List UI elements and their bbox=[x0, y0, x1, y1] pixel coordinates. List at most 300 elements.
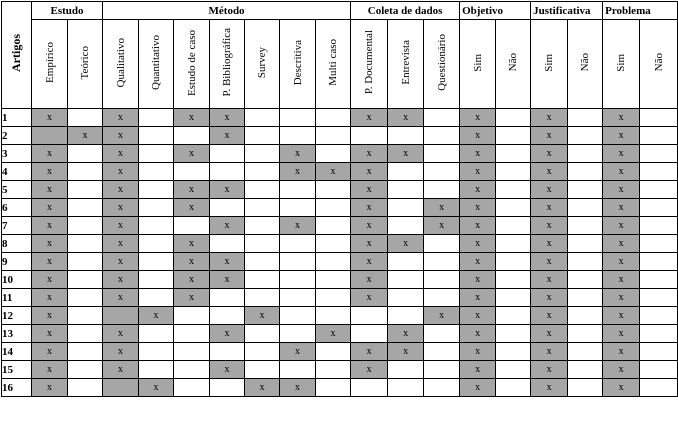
empty-cell bbox=[139, 217, 174, 235]
marked-cell: x bbox=[531, 217, 568, 235]
marked-cell: x bbox=[603, 325, 640, 343]
empty-cell bbox=[388, 253, 424, 271]
empty-cell bbox=[245, 181, 280, 199]
empty-cell bbox=[316, 127, 351, 145]
empty-cell bbox=[68, 163, 103, 181]
column-header-label: Quantitativo bbox=[150, 35, 162, 90]
marked-cell: x bbox=[460, 127, 496, 145]
empty-cell bbox=[245, 199, 280, 217]
marked-cell: x bbox=[32, 235, 68, 253]
empty-cell bbox=[568, 271, 603, 289]
group-header-metodo: Método bbox=[103, 2, 351, 20]
marked-cell: x bbox=[32, 343, 68, 361]
empty-cell bbox=[496, 289, 531, 307]
empty-cell bbox=[139, 289, 174, 307]
empty-cell bbox=[280, 307, 316, 325]
empty-cell bbox=[316, 343, 351, 361]
empty-cell bbox=[68, 109, 103, 127]
empty-cell bbox=[496, 325, 531, 343]
marked-cell: x bbox=[174, 235, 210, 253]
column-header-label: Não bbox=[579, 53, 592, 72]
empty-cell bbox=[245, 163, 280, 181]
marked-cell: x bbox=[280, 217, 316, 235]
empty-cell bbox=[68, 343, 103, 361]
marked-cell: x bbox=[603, 271, 640, 289]
empty-cell bbox=[32, 127, 68, 145]
marked-cell: x bbox=[139, 307, 174, 325]
empty-cell bbox=[139, 163, 174, 181]
empty-cell bbox=[316, 307, 351, 325]
empty-cell bbox=[388, 289, 424, 307]
marked-cell: x bbox=[32, 163, 68, 181]
empty-cell bbox=[568, 289, 603, 307]
empty-cell bbox=[496, 271, 531, 289]
marked-cell: x bbox=[103, 109, 139, 127]
empty-cell bbox=[139, 325, 174, 343]
empty-cell bbox=[496, 361, 531, 379]
marked-cell: x bbox=[351, 235, 388, 253]
marked-cell: x bbox=[460, 163, 496, 181]
column-header-label: Multi caso bbox=[327, 39, 340, 86]
article-number: 15 bbox=[2, 361, 32, 379]
empty-cell bbox=[424, 289, 460, 307]
article-number: 13 bbox=[2, 325, 32, 343]
empty-cell bbox=[245, 289, 280, 307]
article-number: 7 bbox=[2, 217, 32, 235]
empty-cell bbox=[68, 379, 103, 397]
empty-cell bbox=[68, 181, 103, 199]
column-header-label: Empírico bbox=[43, 42, 56, 83]
marked-cell: x bbox=[460, 235, 496, 253]
empty-cell bbox=[210, 379, 245, 397]
marked-cell: x bbox=[174, 145, 210, 163]
empty-cell bbox=[316, 217, 351, 235]
empty-cell bbox=[568, 127, 603, 145]
empty-cell bbox=[68, 217, 103, 235]
marked-cell: x bbox=[210, 361, 245, 379]
group-header-row bbox=[2, 2, 678, 20]
marked-cell: x bbox=[531, 379, 568, 397]
article-number: 8 bbox=[2, 235, 32, 253]
empty-cell bbox=[68, 325, 103, 343]
empty-cell bbox=[68, 271, 103, 289]
table-row bbox=[2, 145, 678, 163]
empty-cell bbox=[174, 163, 210, 181]
empty-cell bbox=[496, 379, 531, 397]
article-number: 6 bbox=[2, 199, 32, 217]
marked-cell: x bbox=[351, 343, 388, 361]
empty-cell bbox=[424, 127, 460, 145]
empty-cell bbox=[139, 127, 174, 145]
table-row bbox=[2, 379, 678, 397]
empty-cell bbox=[280, 199, 316, 217]
marked-cell: x bbox=[603, 109, 640, 127]
column-header-nao bbox=[640, 20, 678, 109]
empty-cell bbox=[640, 181, 678, 199]
marked-cell: x bbox=[531, 361, 568, 379]
empty-cell bbox=[568, 145, 603, 163]
column-header-qualitativo bbox=[103, 20, 139, 109]
empty-cell bbox=[174, 343, 210, 361]
marked-cell: x bbox=[603, 163, 640, 181]
empty-cell bbox=[496, 109, 531, 127]
empty-cell bbox=[640, 307, 678, 325]
empty-cell bbox=[280, 109, 316, 127]
marked-cell: x bbox=[531, 289, 568, 307]
empty-cell bbox=[316, 235, 351, 253]
marked-cell: x bbox=[603, 217, 640, 235]
marked-cell: x bbox=[603, 127, 640, 145]
marked-cell: x bbox=[316, 163, 351, 181]
empty-cell bbox=[68, 307, 103, 325]
marked-cell: x bbox=[103, 343, 139, 361]
marked-cell: x bbox=[210, 253, 245, 271]
marked-cell: x bbox=[351, 271, 388, 289]
table-row bbox=[2, 235, 678, 253]
empty-cell bbox=[280, 127, 316, 145]
empty-cell bbox=[568, 217, 603, 235]
column-header-label: Sim bbox=[615, 53, 628, 72]
empty-cell bbox=[245, 271, 280, 289]
marked-cell: x bbox=[210, 109, 245, 127]
empty-cell bbox=[388, 163, 424, 181]
marked-cell: x bbox=[351, 289, 388, 307]
marked-cell: x bbox=[103, 271, 139, 289]
table-row bbox=[2, 271, 678, 289]
marked-cell: x bbox=[603, 235, 640, 253]
marked-cell: x bbox=[32, 217, 68, 235]
column-header-survey bbox=[245, 20, 280, 109]
table-row bbox=[2, 163, 678, 181]
marked-cell: x bbox=[174, 181, 210, 199]
empty-cell bbox=[640, 127, 678, 145]
marked-cell: x bbox=[351, 109, 388, 127]
empty-cell bbox=[388, 127, 424, 145]
marked-cell: x bbox=[531, 163, 568, 181]
marked-cell: x bbox=[531, 271, 568, 289]
article-number: 14 bbox=[2, 343, 32, 361]
empty-cell bbox=[640, 199, 678, 217]
marked-cell: x bbox=[603, 145, 640, 163]
marked-cell: x bbox=[351, 163, 388, 181]
empty-cell bbox=[210, 307, 245, 325]
marked-cell: x bbox=[32, 271, 68, 289]
empty-cell bbox=[351, 379, 388, 397]
empty-cell bbox=[139, 343, 174, 361]
empty-cell bbox=[68, 235, 103, 253]
marked-cell: x bbox=[280, 379, 316, 397]
empty-cell bbox=[640, 109, 678, 127]
column-header-teorico bbox=[68, 20, 103, 109]
empty-cell bbox=[68, 199, 103, 217]
empty-cell bbox=[424, 145, 460, 163]
column-header-entrevista bbox=[388, 20, 424, 109]
column-header-label: Estudo de caso bbox=[185, 29, 198, 96]
empty-cell bbox=[351, 307, 388, 325]
column-header-label: Survey bbox=[256, 46, 268, 79]
column-header-questionario bbox=[424, 20, 460, 109]
marked-cell: x bbox=[32, 361, 68, 379]
empty-cell bbox=[174, 127, 210, 145]
empty-cell bbox=[316, 271, 351, 289]
empty-cell bbox=[496, 235, 531, 253]
marked-cell: x bbox=[103, 145, 139, 163]
empty-cell bbox=[245, 325, 280, 343]
marked-cell: x bbox=[210, 181, 245, 199]
empty-cell bbox=[424, 343, 460, 361]
marked-cell: x bbox=[103, 235, 139, 253]
marked-cell: x bbox=[460, 289, 496, 307]
empty-cell bbox=[68, 253, 103, 271]
empty-cell bbox=[568, 325, 603, 343]
marked-cell: x bbox=[531, 307, 568, 325]
marked-cell: x bbox=[103, 361, 139, 379]
empty-cell bbox=[640, 289, 678, 307]
marked-cell: x bbox=[139, 379, 174, 397]
empty-cell bbox=[245, 127, 280, 145]
marked-cell: x bbox=[603, 343, 640, 361]
empty-cell bbox=[351, 127, 388, 145]
marked-cell: x bbox=[531, 199, 568, 217]
empty-cell bbox=[388, 199, 424, 217]
column-header-nao bbox=[568, 20, 603, 109]
empty-cell bbox=[103, 307, 139, 325]
empty-cell bbox=[424, 361, 460, 379]
marked-cell: x bbox=[460, 253, 496, 271]
empty-cell bbox=[316, 289, 351, 307]
empty-cell bbox=[640, 379, 678, 397]
group-header-objetivo: Objetivo bbox=[460, 2, 531, 20]
marked-cell: x bbox=[460, 361, 496, 379]
marked-cell: x bbox=[174, 289, 210, 307]
empty-cell bbox=[68, 361, 103, 379]
article-number: 2 bbox=[2, 127, 32, 145]
empty-cell bbox=[139, 145, 174, 163]
empty-cell bbox=[245, 217, 280, 235]
empty-cell bbox=[280, 325, 316, 343]
column-header-label: P. Documental bbox=[363, 30, 376, 95]
empty-cell bbox=[245, 343, 280, 361]
marked-cell: x bbox=[103, 163, 139, 181]
marked-cell: x bbox=[103, 199, 139, 217]
empty-cell bbox=[351, 325, 388, 343]
empty-cell bbox=[388, 181, 424, 199]
marked-cell: x bbox=[460, 145, 496, 163]
marked-cell: x bbox=[603, 253, 640, 271]
empty-cell bbox=[388, 271, 424, 289]
column-header-sim bbox=[531, 20, 568, 109]
marked-cell: x bbox=[460, 109, 496, 127]
marked-cell: x bbox=[460, 307, 496, 325]
article-number: 9 bbox=[2, 253, 32, 271]
empty-cell bbox=[388, 307, 424, 325]
empty-cell bbox=[640, 325, 678, 343]
column-header-descritiva bbox=[280, 20, 316, 109]
marked-cell: x bbox=[245, 307, 280, 325]
empty-cell bbox=[568, 361, 603, 379]
column-header-nao bbox=[496, 20, 531, 109]
marked-cell: x bbox=[174, 271, 210, 289]
empty-cell bbox=[174, 379, 210, 397]
table-row bbox=[2, 253, 678, 271]
empty-cell bbox=[139, 235, 174, 253]
marked-cell: x bbox=[603, 289, 640, 307]
marked-cell: x bbox=[460, 343, 496, 361]
marked-cell: x bbox=[388, 343, 424, 361]
empty-cell bbox=[210, 343, 245, 361]
empty-cell bbox=[316, 181, 351, 199]
marked-cell: x bbox=[351, 181, 388, 199]
article-number: 3 bbox=[2, 145, 32, 163]
empty-cell bbox=[640, 145, 678, 163]
marked-cell: x bbox=[531, 343, 568, 361]
marked-cell: x bbox=[103, 253, 139, 271]
marked-cell: x bbox=[388, 235, 424, 253]
marked-cell: x bbox=[460, 181, 496, 199]
article-number: 1 bbox=[2, 109, 32, 127]
column-header-sim bbox=[460, 20, 496, 109]
empty-cell bbox=[245, 145, 280, 163]
marked-cell: x bbox=[460, 199, 496, 217]
marked-cell: x bbox=[210, 271, 245, 289]
empty-cell bbox=[174, 307, 210, 325]
marked-cell: x bbox=[68, 127, 103, 145]
empty-cell bbox=[640, 217, 678, 235]
empty-cell bbox=[103, 379, 139, 397]
marked-cell: x bbox=[210, 217, 245, 235]
empty-cell bbox=[280, 271, 316, 289]
empty-cell bbox=[174, 217, 210, 235]
articles-header bbox=[2, 2, 32, 109]
empty-cell bbox=[424, 253, 460, 271]
marked-cell: x bbox=[316, 325, 351, 343]
marked-cell: x bbox=[388, 145, 424, 163]
marked-cell: x bbox=[280, 163, 316, 181]
articles-header-label: Artigos bbox=[9, 34, 23, 72]
empty-cell bbox=[139, 253, 174, 271]
column-header-label: Entrevista bbox=[399, 40, 412, 85]
marked-cell: x bbox=[32, 325, 68, 343]
group-header-justificativa: Justificativa bbox=[531, 2, 603, 20]
empty-cell bbox=[68, 289, 103, 307]
group-header-coleta-de-dados: Coleta de dados bbox=[351, 2, 460, 20]
empty-cell bbox=[316, 109, 351, 127]
articles-classification-table bbox=[1, 1, 678, 397]
marked-cell: x bbox=[32, 307, 68, 325]
marked-cell: x bbox=[424, 217, 460, 235]
empty-cell bbox=[568, 307, 603, 325]
marked-cell: x bbox=[351, 145, 388, 163]
empty-cell bbox=[496, 145, 531, 163]
marked-cell: x bbox=[32, 199, 68, 217]
table-row bbox=[2, 181, 678, 199]
empty-cell bbox=[316, 361, 351, 379]
column-header-label: P. Bibliográfica bbox=[221, 28, 233, 97]
empty-cell bbox=[210, 289, 245, 307]
marked-cell: x bbox=[351, 199, 388, 217]
marked-cell: x bbox=[460, 271, 496, 289]
empty-cell bbox=[496, 307, 531, 325]
article-number: 12 bbox=[2, 307, 32, 325]
article-number: 10 bbox=[2, 271, 32, 289]
empty-cell bbox=[210, 163, 245, 181]
empty-cell bbox=[68, 145, 103, 163]
empty-cell bbox=[388, 379, 424, 397]
column-header-label: Descritiva bbox=[291, 39, 304, 86]
empty-cell bbox=[496, 163, 531, 181]
empty-cell bbox=[568, 181, 603, 199]
column-header-label: Sim bbox=[471, 53, 484, 72]
empty-cell bbox=[316, 199, 351, 217]
marked-cell: x bbox=[460, 379, 496, 397]
empty-cell bbox=[568, 163, 603, 181]
marked-cell: x bbox=[424, 307, 460, 325]
empty-cell bbox=[280, 235, 316, 253]
column-header-label: Não bbox=[507, 53, 520, 72]
marked-cell: x bbox=[174, 199, 210, 217]
empty-cell bbox=[640, 343, 678, 361]
marked-cell: x bbox=[210, 127, 245, 145]
marked-cell: x bbox=[603, 181, 640, 199]
empty-cell bbox=[139, 271, 174, 289]
empty-cell bbox=[174, 325, 210, 343]
marked-cell: x bbox=[531, 109, 568, 127]
table-row bbox=[2, 307, 678, 325]
article-number: 11 bbox=[2, 289, 32, 307]
empty-cell bbox=[424, 163, 460, 181]
marked-cell: x bbox=[388, 109, 424, 127]
marked-cell: x bbox=[210, 325, 245, 343]
empty-cell bbox=[496, 127, 531, 145]
marked-cell: x bbox=[351, 361, 388, 379]
marked-cell: x bbox=[32, 253, 68, 271]
marked-cell: x bbox=[424, 199, 460, 217]
empty-cell bbox=[424, 181, 460, 199]
table-row bbox=[2, 217, 678, 235]
table-row bbox=[2, 361, 678, 379]
table-row bbox=[2, 109, 678, 127]
marked-cell: x bbox=[531, 181, 568, 199]
table-row bbox=[2, 127, 678, 145]
empty-cell bbox=[640, 163, 678, 181]
marked-cell: x bbox=[103, 325, 139, 343]
empty-cell bbox=[280, 181, 316, 199]
empty-cell bbox=[640, 253, 678, 271]
marked-cell: x bbox=[388, 325, 424, 343]
column-header-label: Não bbox=[652, 53, 665, 72]
article-number: 4 bbox=[2, 163, 32, 181]
empty-cell bbox=[139, 181, 174, 199]
marked-cell: x bbox=[460, 325, 496, 343]
marked-cell: x bbox=[603, 307, 640, 325]
marked-cell: x bbox=[32, 145, 68, 163]
empty-cell bbox=[280, 253, 316, 271]
column-header-p-bibliografica bbox=[210, 20, 245, 109]
empty-cell bbox=[424, 109, 460, 127]
column-header-estudo-de-caso bbox=[174, 20, 210, 109]
empty-cell bbox=[210, 235, 245, 253]
marked-cell: x bbox=[531, 145, 568, 163]
article-number: 5 bbox=[2, 181, 32, 199]
marked-cell: x bbox=[32, 181, 68, 199]
marked-cell: x bbox=[603, 379, 640, 397]
empty-cell bbox=[568, 379, 603, 397]
column-header-multi-caso bbox=[316, 20, 351, 109]
marked-cell: x bbox=[531, 127, 568, 145]
empty-cell bbox=[139, 109, 174, 127]
marked-cell: x bbox=[174, 109, 210, 127]
empty-cell bbox=[568, 235, 603, 253]
